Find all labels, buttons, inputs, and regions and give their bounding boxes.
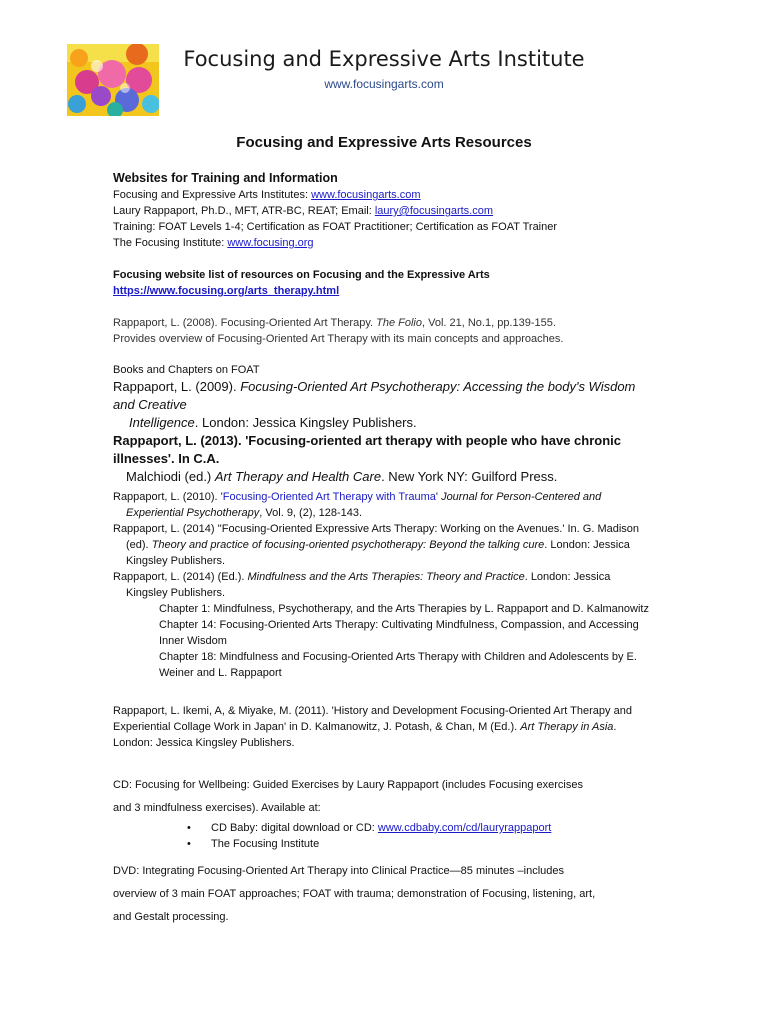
- dvd-line: DVD: Integrating Focusing-Oriented Art Therapy into Clinical Practice—85 minutes –includes: [113, 865, 565, 877]
- list-item-label: CD Baby: digital download or CD:: [211, 822, 378, 834]
- bullet-icon: •: [187, 822, 191, 834]
- websites-heading: Websites for Training and Information: [113, 171, 338, 185]
- citation-text: . London: Jessica Kingsley Publishers.: [194, 415, 417, 430]
- citation-text: , Vol. 9, (2), 128-143.: [259, 507, 363, 519]
- citation-text: Rappaport, L. (2008). Focusing-Oriented Art Therapy.: [113, 317, 377, 329]
- websites-line-institutes: [113, 187, 653, 203]
- citation-text: Rappaport, L. Ikemi, A, & Miyake, M. (2011). 'History and Development Focusing-Oriented Art Therapy and Experiential Collage Work in Japan' in D. Kalmanowitz, J. Potash, & Chan, M (Ed.).: [113, 705, 632, 733]
- websites-line-email: [113, 203, 653, 219]
- citation-text: ': [435, 491, 442, 503]
- book-title: Intelligence: [129, 415, 195, 430]
- citation-text: Rappaport, L. (2010). ': [113, 491, 223, 503]
- cd-availability-list: [113, 820, 653, 852]
- book-title: Art Therapy and Health Care: [214, 469, 382, 484]
- dvd-section: [113, 860, 653, 929]
- cd-line: CD: Focusing for Wellbeing: Guided Exercises by Laury Rappaport (includes Focusing exercises: [113, 779, 583, 791]
- focusing-resources-section: [113, 267, 653, 299]
- citation-text: . London: Jessica Kingsley Publishers.: [113, 721, 617, 749]
- document-title: Focusing and Expressive Arts Resources: [236, 134, 532, 151]
- cdbaby-link[interactable]: www.cdbaby.com/cd/lauryrappaport: [377, 822, 552, 834]
- book-reference-2014-mindfulness: [113, 569, 653, 601]
- websites-section: [113, 170, 653, 251]
- citation-text: Rappaport, L. (2013). 'Focusing-oriented art therapy with people who have chronic illnesses'. In C.A.: [113, 433, 621, 466]
- websites-line-training: Training: FOAT Levels 1-4; Certification as FOAT Practitioner; Certification as FOAT Trainer: [113, 221, 558, 233]
- list-item: [113, 836, 653, 852]
- chapter-list-item: Chapter 14: Focusing-Oriented Arts Therapy: Cultivating Mindfulness, Compassion, and Accessing Inner Wisdom: [159, 619, 639, 647]
- focusing-resources-text: Focusing website list of resources on Focusing and the Expressive Arts: [113, 269, 490, 281]
- chapter-list-item: Chapter 18: Mindfulness and Focusing-Oriented Arts Therapy with Children and Adolescents by E. Weiner and L. Rappaport: [159, 651, 637, 679]
- citation-text: Rappaport, L. (2014) (Ed.).: [113, 571, 248, 583]
- trauma-article-link[interactable]: Focusing-Oriented Art Therapy with Trauma: [222, 491, 436, 503]
- chapter-list-item: Chapter 1: Mindfulness, Psychotherapy, and the Arts Therapies by L. Rappaport and D. Kalmanowitz: [159, 603, 649, 615]
- websites-line-label: The Focusing Institute:: [113, 237, 228, 249]
- list-item: [113, 820, 653, 836]
- focusingarts-link[interactable]: www.focusingarts.com: [311, 189, 421, 201]
- japan-reference: [113, 703, 653, 751]
- citation-text: Rappaport, L. (2014) ''Focusing-Oriented Expressive Arts Therapy: Working on the Avenues.' In. G. Madison (ed).: [113, 523, 640, 551]
- cd-line: and 3 mindfulness exercises). Available at:: [113, 802, 321, 814]
- bullet-icon: •: [187, 838, 191, 850]
- citation-text: . London: Jessica Kingsley Publishers.: [126, 571, 611, 599]
- books-section: [113, 362, 653, 681]
- book-title: Focusing-Oriented Art Psychotherapy: Accessing the body's Wisdom and Creative: [113, 379, 636, 412]
- institute-title: Focusing and Expressive Arts Institute: [183, 47, 585, 71]
- citation-text: . New York NY: Guilford Press.: [381, 469, 558, 484]
- citation-text: Malchiodi (ed.): [126, 469, 215, 484]
- arts-therapy-link[interactable]: https://www.focusing.org/arts_therapy.html: [113, 285, 340, 297]
- focusing-org-link[interactable]: www.focusing.org: [227, 237, 314, 249]
- article-reference-2010: [113, 489, 653, 521]
- dvd-line: overview of 3 main FOAT approaches; FOAT with trauma; demonstration of Focusing, listening, art,: [113, 888, 596, 900]
- journal-title: Journal for Person-Centered and Experiential Psychotherapy: [126, 491, 602, 519]
- books-heading: Books and Chapters on FOAT: [113, 364, 260, 376]
- email-link[interactable]: laury@focusingarts.com: [374, 205, 493, 217]
- citation-text: , Vol. 21, No.1, pp.139-155.: [421, 317, 556, 329]
- chapter-reference-2014-madison: [113, 521, 653, 569]
- book-title: Mindfulness and the Arts Therapies: Theory and Practice: [247, 571, 525, 583]
- websites-line-label: Focusing and Expressive Arts Institutes:: [113, 189, 312, 201]
- websites-line-label: Laury Rappaport, Ph.D., MFT, ATR-BC, REAT; Email:: [113, 205, 375, 217]
- citation-text: . London: Jessica Kingsley Publishers.: [126, 539, 630, 567]
- folio-description: Provides overview of Focusing-Oriented Art Therapy with its main concepts and approaches.: [113, 333, 564, 345]
- institute-url[interactable]: www.focusingarts.com: [324, 77, 444, 91]
- folio-reference: [113, 315, 653, 347]
- websites-line-focusing-institute: [113, 235, 653, 251]
- chapter-reference-2013: [113, 432, 653, 486]
- book-reference-2009: [113, 378, 653, 432]
- book-title: Theory and practice of focusing-oriented psychotherapy: Beyond the talking cure: [151, 539, 545, 551]
- cd-section: [113, 774, 653, 820]
- citation-text: Rappaport, L. (2009).: [113, 379, 241, 394]
- book-title: Art Therapy in Asia: [520, 721, 614, 733]
- folio-citation: [113, 315, 653, 331]
- dvd-line: and Gestalt processing.: [113, 911, 229, 923]
- journal-title: The Folio: [376, 317, 422, 329]
- list-item-label: The Focusing Institute: [211, 838, 320, 850]
